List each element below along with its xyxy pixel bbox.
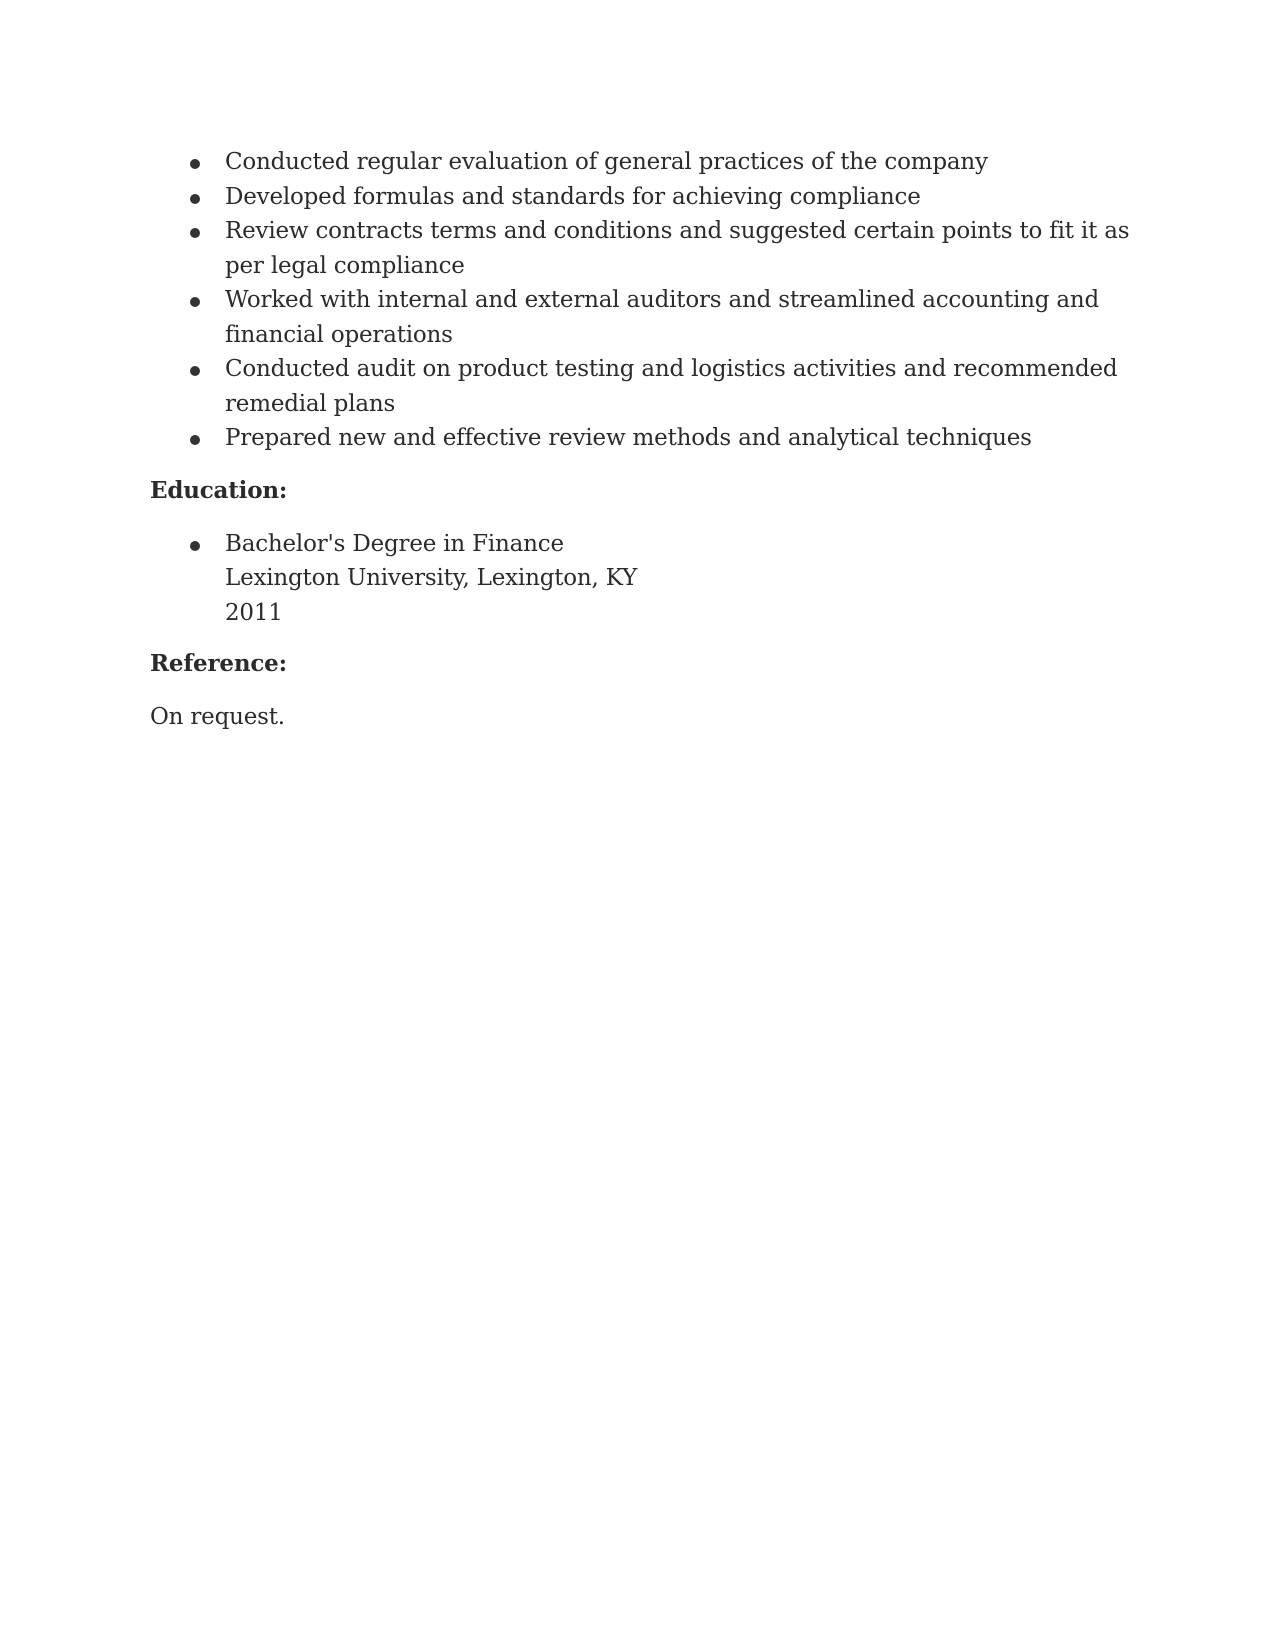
- bullet-text: Developed formulas and standards for achieving compliance: [225, 183, 921, 210]
- bullet-icon: [190, 228, 200, 238]
- education-bullet-list: [150, 527, 1130, 631]
- reference-text: On request.: [150, 704, 285, 730]
- resume-page: [150, 145, 1130, 735]
- bullet-text: Review contracts terms and conditions and suggested certain points to fit it as per legal compliance: [225, 218, 1130, 279]
- bullet-icon: [190, 541, 200, 551]
- list-item: [150, 145, 1130, 180]
- bullet-icon: [190, 159, 200, 169]
- bullet-icon: [190, 366, 200, 376]
- list-item: [150, 421, 1130, 456]
- bullet-text: Prepared new and effective review methods and analytical techniques: [225, 425, 1032, 451]
- bullet-text: Conducted regular evaluation of general practices of the company: [225, 149, 988, 175]
- education-year: 2011: [225, 599, 283, 626]
- bullet-text: Worked with internal and external auditors and streamlined accounting and financial operations: [225, 287, 1100, 348]
- bullet-icon: [190, 297, 200, 307]
- education-degree: Bachelor's Degree in Finance: [225, 530, 564, 557]
- education-school: Lexington University, Lexington, KY: [225, 565, 638, 591]
- list-item: [150, 527, 1130, 631]
- experience-bullet-list: [150, 145, 1130, 456]
- list-item: [150, 180, 1130, 215]
- education-heading: Education:: [150, 476, 288, 504]
- list-item: [150, 283, 1130, 352]
- list-item: [150, 352, 1130, 421]
- list-item: [150, 214, 1130, 283]
- bullet-text: Conducted audit on product testing and logistics activities and recommended remedial plans: [225, 356, 1118, 417]
- bullet-icon: [190, 194, 200, 204]
- bullet-icon: [190, 435, 200, 445]
- reference-heading: Reference:: [150, 650, 287, 677]
